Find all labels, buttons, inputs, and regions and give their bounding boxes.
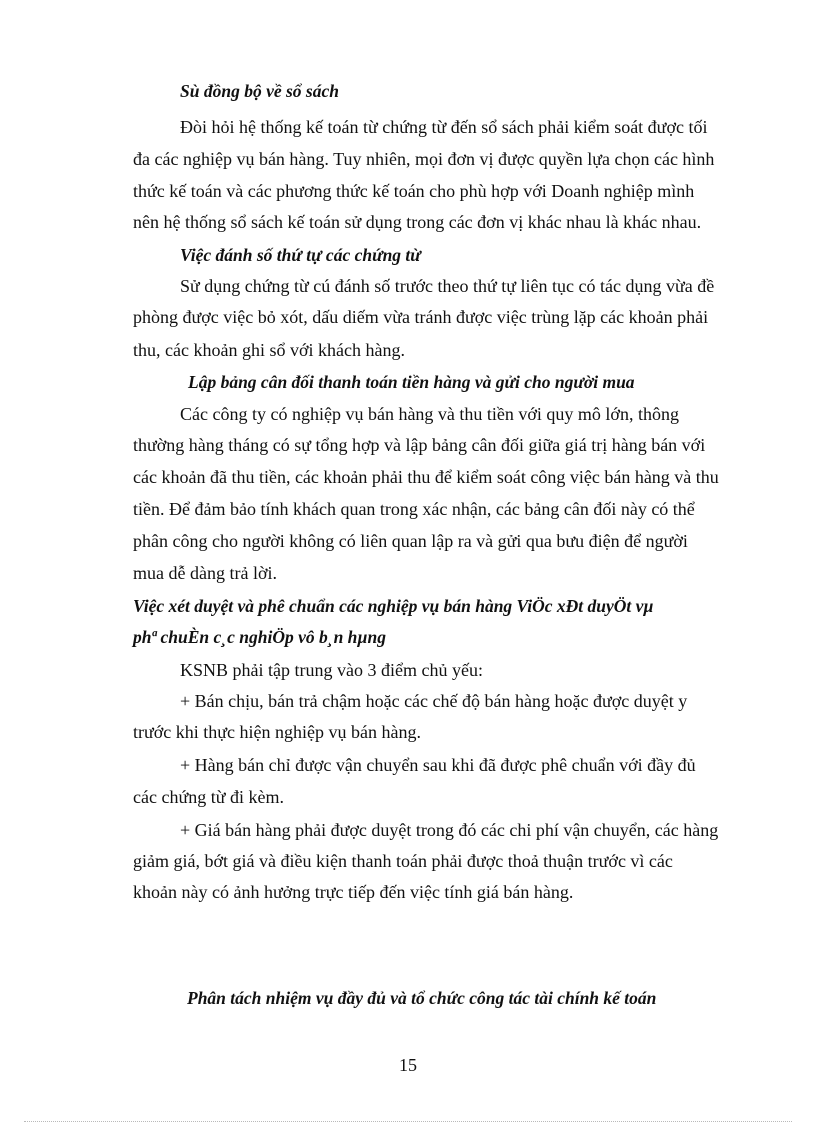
body-line: khoản này có ảnh hưởng trực tiếp đến việc tính giá bán hàng. xyxy=(133,882,574,902)
page-bottom-divider xyxy=(24,1121,792,1122)
body-line: đa các nghiệp vụ bán hàng. Tuy nhiên, mọi đơn vị được quyền lựa chọn các hình xyxy=(133,149,715,169)
body-line: thường hàng tháng có sự tổng hợp và lập bảng cân đối giữa giá trị hàng bán với xyxy=(133,435,706,455)
section-heading: Việc đánh số thứ tự các chứng từ xyxy=(180,245,421,265)
body-line: Sử dụng chứng từ cú đánh số trước theo thứ tự liên tục có tác dụng vừa đề xyxy=(180,276,715,296)
body-line: Các công ty có nghiệp vụ bán hàng và thu tiền với quy mô lớn, thông xyxy=(180,404,679,424)
body-line: phân công cho người không có liên quan lập ra và gửi qua bưu điện để người xyxy=(133,531,688,551)
page-number: 15 xyxy=(399,1055,417,1075)
body-line: KSNB phải tập trung vào 3 điểm chủ yếu: xyxy=(180,660,483,680)
body-line: + Giá bán hàng phải được duyệt trong đó các chi phí vận chuyển, các hàng xyxy=(180,820,719,840)
body-line: giảm giá, bớt giá và điều kiện thanh toán phải được thoả thuận trước vì các xyxy=(133,851,673,871)
body-line: trước khi thực hiện nghiệp vụ bán hàng. xyxy=(133,722,421,742)
body-line: thu, các khoản ghi sổ với khách hàng. xyxy=(133,340,405,360)
body-line: + Hàng bán chỉ được vận chuyển sau khi đã được phê chuẩn với đầy đủ xyxy=(180,755,696,775)
section-heading: Lập bảng cân đối thanh toán tiền hàng và gửi cho người mua xyxy=(188,372,635,392)
body-line: thức kế toán và các phương thức kế toán cho phù hợp với Doanh nghiệp mình xyxy=(133,181,695,201)
section-heading-continued: phª chuÈn c¸c nghiÖp vô b¸n hµng xyxy=(133,627,386,647)
body-line: phòng được việc bỏ xót, dấu diếm vừa tránh được việc trùng lặp các khoản phải xyxy=(133,307,709,327)
section-heading: Việc xét duyệt và phê chuẩn các nghiệp vụ bán hàng ViÖc xÐt duyÖt vµ xyxy=(133,596,654,616)
body-line: Đòi hỏi hệ thống kế toán từ chứng từ đến sổ sách phải kiểm soát được tối xyxy=(180,117,708,137)
body-line: tiền. Để đảm bảo tính khách quan trong xác nhận, các bảng cân đối này có thể xyxy=(133,499,695,519)
section-heading: Sù đồng bộ về sổ sách xyxy=(180,81,339,101)
section-heading: Phân tách nhiệm vụ đầy đủ và tổ chức công tác tài chính kế toán xyxy=(187,988,657,1008)
body-line: các khoản đã thu tiền, các khoản phải thu để kiểm soát công việc bán hàng và thu xyxy=(133,467,719,487)
body-line: mua dễ dàng trả lời. xyxy=(133,563,277,583)
body-line: + Bán chịu, bán trả chậm hoặc các chế độ bán hàng hoặc được duyệt y xyxy=(180,691,688,711)
body-line: các chứng từ đi kèm. xyxy=(133,787,284,807)
body-line: nên hệ thống sổ sách kế toán sử dụng trong các đơn vị khác nhau là khác nhau. xyxy=(133,212,702,232)
